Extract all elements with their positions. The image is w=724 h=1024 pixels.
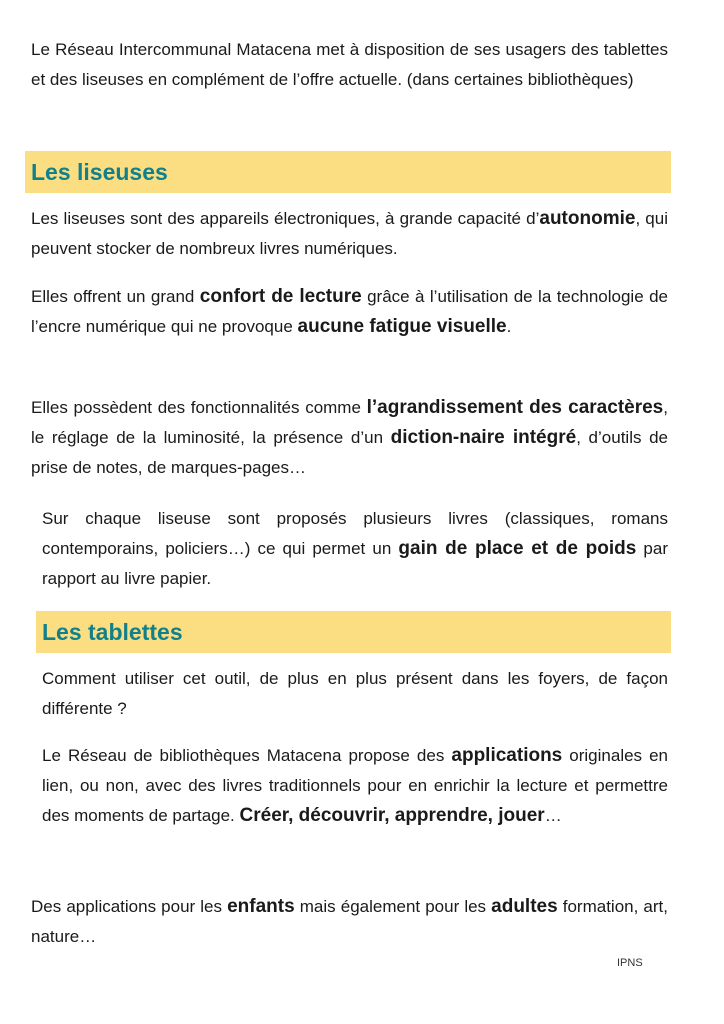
keyword: l’agrandissement des caractères [366, 397, 664, 418]
liseuses-paragraph-2: Elles offrent un grand confort de lecture grâce à l’utilisation de la technologie de l’encre numérique qui ne provoque aucune fatigue visuelle. [31, 286, 668, 337]
keyword: confort de lecture [199, 286, 362, 307]
keyword: autonomie [539, 208, 636, 229]
intro-paragraph: Le Réseau Intercommunal Matacena met à disposition de ses usagers des tablettes et des liseuses en complément de l’offre actuelle. (dans certaines bibliothèques) [31, 40, 668, 89]
tablettes-paragraph-3: Des applications pour les enfants mais également pour les adultes formation, art, nature… [31, 896, 668, 946]
liseuses-paragraph-1: Les liseuses sont des appareils électroniques, à grande capacité d’autonomie, qui peuvent stocker de nombreux livres numériques. [31, 208, 668, 258]
keyword: aucune fatigue visuelle [297, 316, 507, 337]
keyword: Créer, découvrir, apprendre, jouer [239, 805, 545, 826]
keyword: gain de place et de poids [398, 538, 637, 559]
keyword: adultes [491, 896, 558, 917]
section-heading-tablettes: Les tablettes [36, 611, 671, 653]
tablettes-paragraph-1: Comment utiliser cet outil, de plus en plus présent dans les foyers, de façon différente ? [42, 669, 668, 718]
keyword: applications [451, 745, 563, 766]
liseuses-paragraph-4: Sur chaque liseuse sont proposés plusieurs livres (classiques, romans contemporains, policiers…) ce qui permet un gain de place et de poids par rapport au livre papier. [42, 509, 668, 588]
footer-ipns: IPNS [617, 957, 643, 969]
tablettes-paragraph-2: Le Réseau de bibliothèques Matacena propose des applications originales en lien, ou non, avec des livres traditionnels pour en enrichir la lecture et permettre des moments de partage. Créer, découvrir, apprendre, jouer… [42, 745, 669, 826]
keyword: enfants [227, 896, 295, 917]
liseuses-paragraph-3: Elles possèdent des fonctionnalités comme l’agrandissement des caractères, le réglage de la luminosité, la présence d’un diction-naire intégré, d’outils de prise de notes, de marques-pages… [31, 397, 669, 477]
keyword: diction-naire intégré [390, 427, 577, 448]
section-heading-liseuses: Les liseuses [25, 151, 671, 193]
